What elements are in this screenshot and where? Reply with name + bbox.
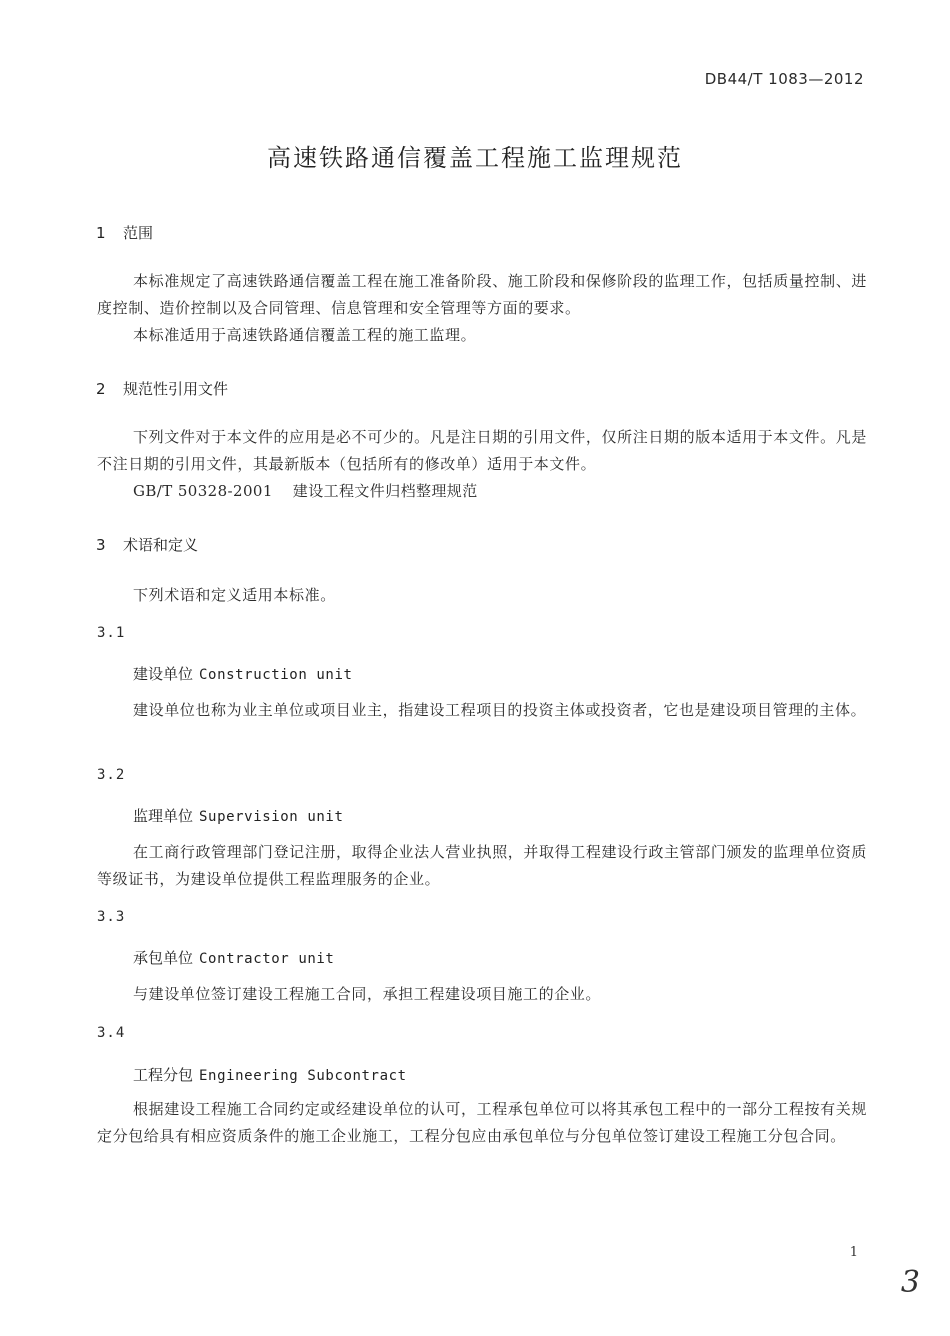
section-2-paragraph-1: 下列文件对于本文件的应用是必不可少的。凡是注日期的引用文件，仅所注日期的版本适用于本文件。凡是不注日期的引用文件，其最新版本（包括所有的修改单）适用于本文件。 <box>97 428 867 473</box>
section-1-heading <box>96 222 153 243</box>
term-zh: 建设单位 <box>133 665 194 683</box>
term-heading <box>133 805 343 826</box>
term-number: 3.1 <box>97 625 126 641</box>
term-number: 3.4 <box>97 1025 126 1041</box>
section-1-number: 1 <box>96 224 106 242</box>
term-heading <box>133 947 334 968</box>
term-heading <box>133 1064 407 1085</box>
page-number: 1 <box>849 1245 858 1260</box>
term-definition: 根据建设工程施工合同约定或经建设单位的认可，工程承包单位可以将其承包工程中的一部分工程按有关规定分包给具有相应资质条件的施工企业施工，工程分包应由承包单位与分包单位签订建设工程施工分包合同。 <box>97 1100 867 1145</box>
term-heading <box>133 663 353 684</box>
term-number: 3.2 <box>97 767 126 783</box>
section-2-heading <box>96 378 228 399</box>
section-3-heading <box>96 534 198 555</box>
corner-page-number: 3 <box>900 1265 920 1300</box>
section-1-paragraph-1: 本标准规定了高速铁路通信覆盖工程在施工准备阶段、施工阶段和保修阶段的监理工作，包括质量控制、进度控制、造价控制以及合同管理、信息管理和安全管理等方面的要求。 <box>97 272 867 317</box>
section-2-number: 2 <box>96 380 106 398</box>
term-en: Supervision unit <box>199 809 344 825</box>
term-en: Construction unit <box>199 667 353 683</box>
term-zh: 承包单位 <box>133 949 194 967</box>
reference-title: 建设工程文件归档整理规范 <box>292 482 478 500</box>
section-2-title: 规范性引用文件 <box>123 380 229 398</box>
section-1-paragraph-2: 本标准适用于高速铁路通信覆盖工程的施工监理。 <box>133 326 477 344</box>
section-3-intro: 下列术语和定义适用本标准。 <box>133 586 336 604</box>
standard-code: DB44/T 1083—2012 <box>704 70 864 88</box>
term-zh: 工程分包 <box>133 1066 194 1084</box>
term-zh: 监理单位 <box>133 807 194 825</box>
term-definition: 建设单位也称为业主单位或项目业主，指建设工程项目的投资主体或投资者，它也是建设项目管理的主体。 <box>133 701 867 719</box>
term-number: 3.3 <box>97 909 126 925</box>
term-definition: 在工商行政管理部门登记注册，取得企业法人营业执照，并取得工程建设行政主管部门颁发的监理单位资质等级证书，为建设单位提供工程监理服务的企业。 <box>97 843 867 888</box>
section-3-number: 3 <box>96 536 106 554</box>
term-en: Engineering Subcontract <box>199 1068 407 1084</box>
normative-reference <box>133 478 478 505</box>
term-definition: 与建设单位签订建设工程施工合同，承担工程建设项目施工的企业。 <box>133 985 602 1003</box>
section-1-title: 范围 <box>123 224 154 242</box>
term-en: Contractor unit <box>199 951 335 967</box>
document-title: 高速铁路通信覆盖工程施工监理规范 <box>267 144 683 172</box>
reference-code: GB/T 50328-2001 <box>133 482 273 500</box>
section-3-title: 术语和定义 <box>123 536 199 554</box>
